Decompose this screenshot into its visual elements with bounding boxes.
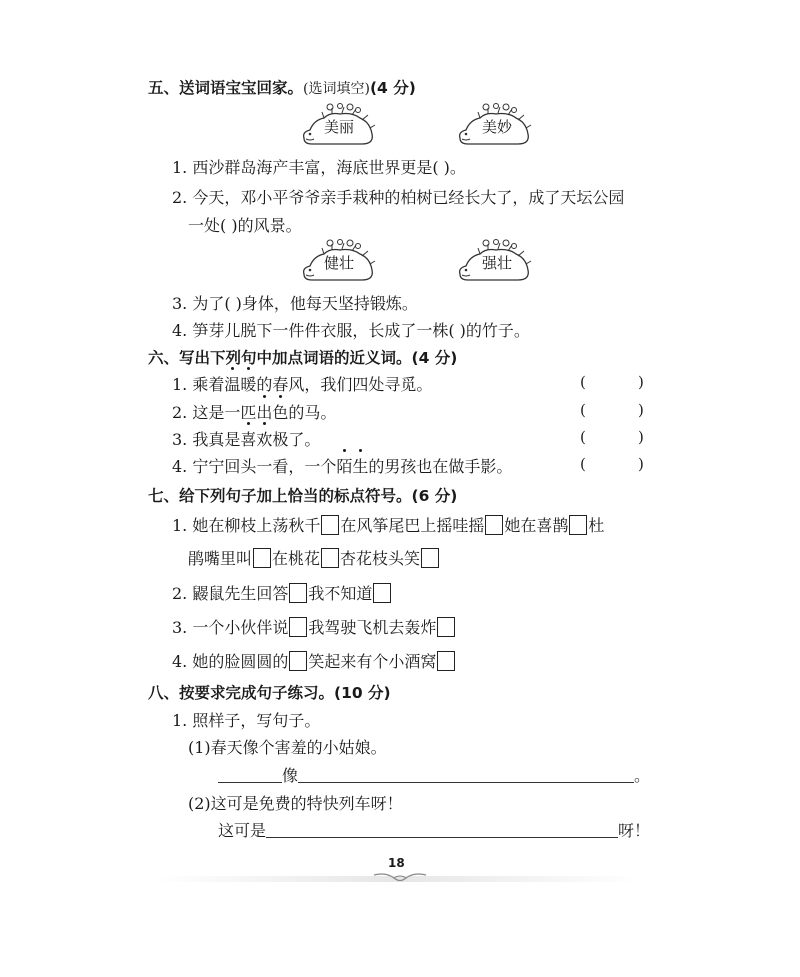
sentence-part: 3. 一个小伙伴说 [172,618,289,637]
dotted-char [240,372,256,395]
section7-question-3 [172,615,456,638]
section7-question-1-line1 [172,513,604,536]
sentence-part: 我不知道 [308,584,373,603]
section6-item-1 [172,372,432,395]
dotted-char-text: 陌 [336,457,353,476]
dotted-char-text: 生 [352,457,369,476]
item-text: 的马。 [288,403,337,422]
punctuation-box[interactable] [289,651,307,671]
answer-paren-close: ) [638,401,644,419]
dotted-char [352,454,368,477]
section7-title: 七、给下列句子加上恰当的标点符号。(6 分) [148,487,458,505]
section5-question-2-line2: 一处( )的风景。 [188,216,302,235]
dotted-char-text: 喜 [240,430,257,449]
item-text: 2. 这是一匹 [172,403,257,422]
word-option-meimiao: 美妙 [482,118,513,136]
punctuation-box[interactable] [485,515,503,535]
word-option-qiangzhuang: 强壮 [482,254,513,272]
section6-item-4 [172,454,512,477]
swirl-ornament-icon [372,872,428,884]
hedgehog-card-meili [300,102,376,148]
section5-title-text: 五、送词语宝宝回家。 [148,79,304,97]
answer-blank[interactable] [218,766,282,783]
section5-question-3: 3. 为了( )身体，他每天坚持锻炼。 [172,294,418,313]
dotted-char-text: 温 [224,375,241,394]
section5-question-4: 4. 笋芽儿脱下一件件衣服，长成了一株( )的竹子。 [172,321,530,340]
sentence-part: 她在喜鹊 [504,516,569,535]
punctuation-box[interactable] [437,617,455,637]
sentence-part: 在桃花 [272,549,321,568]
page-number: 18 [388,856,405,870]
word-option-jianzhuang: 健壮 [324,254,355,272]
section6-item-3 [172,427,320,450]
answer-blank[interactable] [266,821,618,838]
sentence-part: 杜 [588,516,605,535]
item-text: 4. 宁宁回头一看，一个 [172,457,337,476]
dotted-char [224,372,240,395]
punctuation-box[interactable] [289,583,307,603]
section6-item-2 [172,400,336,423]
sentence-part: 鹃嘴里叫 [188,549,253,568]
punctuation-box[interactable] [321,548,339,568]
answer-paren-open: ( [580,455,586,473]
section8-answer-2 [218,818,650,841]
section5-title [148,76,416,98]
punctuation-box[interactable] [437,651,455,671]
dotted-char-text: 色 [272,403,289,422]
section8-example-2: (2)这可是免费的特快列车呀！ [188,794,403,813]
answer-paren-open: ( [580,428,586,446]
hedgehog-card-meimiao [456,102,532,148]
sentence-part: 1. 她在柳枝上荡秋千 [172,516,321,535]
section5-score: (4 分) [369,79,416,97]
hedgehog-card-jianzhuang [300,238,376,284]
section5-note: (选词填空) [303,81,370,97]
punctuation-box[interactable] [289,617,307,637]
dotted-char [256,427,272,450]
dotted-char [272,400,288,423]
answer-paren-close: ) [638,373,644,391]
item-text: 3. 我真是 [172,430,241,449]
punctuation-box[interactable] [421,548,439,568]
sentence-part: 4. 她的脸圆圆的 [172,652,289,671]
dotted-char-text: 出 [256,403,273,422]
sentence-part: 笑起来有个小酒窝 [308,652,437,671]
section5-question-1: 1. 西沙群岛海产丰富，海底世界更是( )。 [172,158,466,177]
dotted-char-text: 欢 [256,430,273,449]
section8-title: 八、按要求完成句子练习。(10 分) [148,684,391,702]
punctuation-box[interactable] [253,548,271,568]
punctuation-box[interactable] [321,515,339,535]
dotted-char [240,427,256,450]
item-text: 的春风，我们四处寻觅。 [256,375,433,394]
section5-question-2-line1: 2. 今天，邓小平爷爷亲手栽种的柏树已经长大了，成了天坛公园 [172,188,625,207]
answer-paren-close: ) [638,428,644,446]
section7-question-2 [172,581,392,604]
section8-answer-1 [218,763,650,786]
answer-paren-open: ( [580,401,586,419]
section7-question-4 [172,649,456,672]
page-ornament [372,869,428,888]
punctuation-box[interactable] [373,583,391,603]
dotted-char [256,400,272,423]
section8-sub-question-1: 1. 照样子，写句子。 [172,711,321,730]
section7-question-1-line2 [188,546,440,569]
answer-paren-open: ( [580,373,586,391]
sentence-part: 我驾驶飞机去轰炸 [308,618,437,637]
answer-end-punct: 。 [634,766,651,785]
answer-paren-close: ) [638,455,644,473]
answer-blank[interactable] [298,766,634,783]
sentence-part: 2. 鼹鼠先生回答 [172,584,289,603]
section8-example-1: (1)春天像个害羞的小姑娘。 [188,738,387,757]
answer-fixed-word: 这可是 [218,821,267,840]
dotted-char-text: 暖 [240,375,257,394]
item-text: 的男孩也在做手影。 [368,457,513,476]
sentence-part: 在风筝尾巴上摇哇摇 [340,516,485,535]
punctuation-box[interactable] [569,515,587,535]
hedgehog-card-qiangzhuang [456,238,532,284]
answer-fixed-word: 像 [282,766,299,785]
answer-end-punct: 呀！ [618,821,651,840]
item-text: 极了。 [272,430,321,449]
item-text: 1. 乘着 [172,375,225,394]
sentence-part: 杏花枝头笑 [340,549,421,568]
word-option-meili: 美丽 [324,118,355,136]
section6-title: 六、写出下列句中加点词语的近义词。(4 分) [148,349,458,367]
dotted-char [336,454,352,477]
